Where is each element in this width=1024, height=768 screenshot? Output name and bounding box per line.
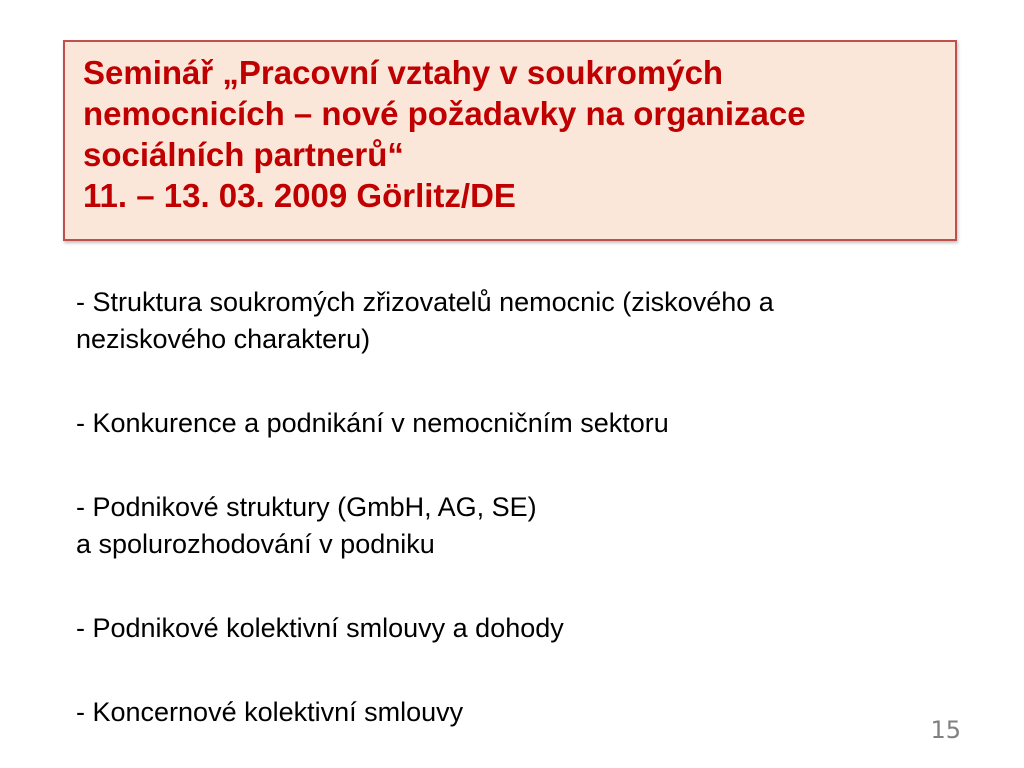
slide-number: 15 [930,716,961,744]
list-item-line: neziskového charakteru) [76,324,371,354]
list-item-line: a spolurozhodování v podniku [76,529,435,559]
list-item-line: - Podnikové kolektivní smlouvy a dohody [76,613,564,643]
list-item-line: - Konkurence a podnikání v nemocničním sektoru [76,408,669,438]
list-item [76,610,976,647]
list-item-line: - Koncernové kolektivní smlouvy [76,697,464,727]
title-line-2: nemocnicích – nové požadavky na organizace [83,95,806,132]
list-item [76,694,976,731]
title-box [63,40,957,241]
list-item [76,284,976,358]
list-item [76,405,976,442]
title-line-1: Seminář „Pracovní vztahy v soukromých [83,54,724,91]
list-item-line: - Podnikové struktury (GmbH, AG, SE) [76,492,537,522]
list-item [76,489,976,563]
title-date-location: 11. – 13. 03. 2009 Görlitz/DE [83,177,516,214]
title-line-3: sociálních partnerů“ [83,136,404,173]
bullet-list [76,284,976,768]
list-item-line: - Struktura soukromých zřizovatelů nemocnic (ziskového a [76,287,774,317]
